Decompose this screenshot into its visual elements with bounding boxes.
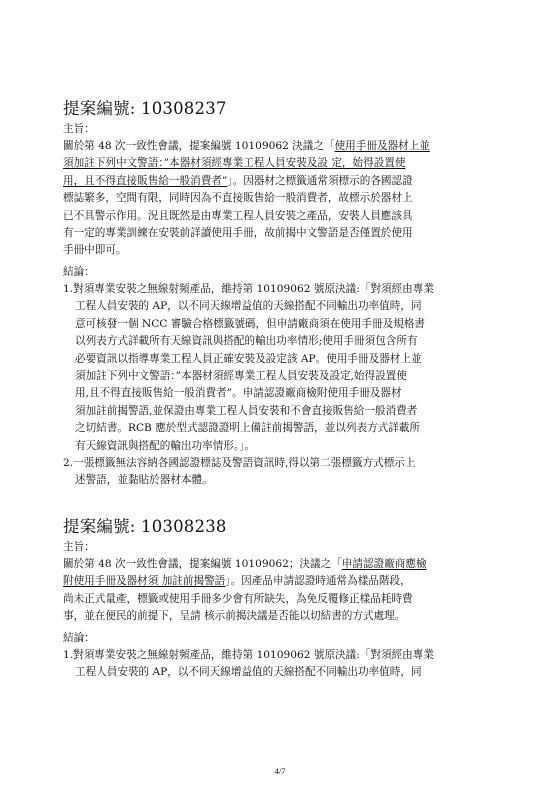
conclusion-line: 1.對須專業安裝之無線射頻產品，維持第 10109062 號原決議:「對須經由專業 [63, 283, 434, 295]
subject-line: 關於第 48 次一致性會議，提案編號 10109062 決議之「使用手冊及器材上並 [63, 140, 430, 152]
conclusion-paragraph [63, 647, 503, 682]
subject-line: 手冊中即可。 [63, 244, 127, 257]
conclusion-line: 之切結書。RCB 應於型式認證證明上備註前揭警語，並以列表方式詳載所 [75, 422, 421, 435]
subject-line: 已不具警示作用。況且既然是由專業工程人員安裝之產品，安裝人員應該具 [63, 209, 413, 222]
subject-label: 主旨： [63, 123, 95, 135]
subject-paragraph [63, 138, 503, 260]
conclusion-line: 意可核發一個 NCC 審驗合格標籤號碼，但申請廠商須在使用手冊及規格書 [75, 317, 426, 330]
conclusion-line: 有天線資訊與搭配的輸出功率情形。」。 [75, 439, 256, 452]
subject-line: 標誌繁多，空間有限，同時因為不直接販售給一般消費者，故標示於器材上 [63, 192, 413, 205]
conclusion-label: 結論： [63, 266, 95, 278]
conclusion-label: 結論： [63, 632, 95, 644]
page-number: 4/7 [274, 766, 286, 776]
conclusion-line: 述警語，並黏貼於器材本體。 [75, 474, 213, 487]
conclusion-paragraph [63, 281, 503, 490]
conclusion-line: 2.一張標籤無法容納各國認證標誌及警語資訊時,得以第二張標籤方式標示上 [63, 456, 416, 469]
conclusion-line: 須加註下列中文警語：”本器材須經專業工程人員安裝及設定,始得設置使 [75, 369, 407, 382]
subject-paragraph [63, 556, 503, 626]
subject-line: 須加註下列中文警語：”本器材須經專業工程人員安裝及設 定，始得設置使 [63, 157, 406, 170]
subject-line: 事，並在便民的前提下，呈請 核示前揭決議是否能以切結書的方式處理。 [63, 610, 406, 623]
subject-line: 有一定的專業訓練在安裝前詳讀使用手冊，故前揭中文警語是否僅置於使用 [63, 226, 413, 239]
subject-line: 用，且不得直接販售給一般消費者”」。因器材之標籤通常須標示的各國認證 [63, 174, 413, 187]
proposal-title: 提案編號: 10308238 [63, 517, 227, 536]
conclusion-line: 必要資訊以指導專業工程人員正確安裝及設定該 AP。使用手冊及器材上並 [75, 352, 422, 365]
subject-line: 關於第 48 次一致性會議，提案編號 10109062；決議之「申請認證廠商應檢 [63, 558, 427, 570]
conclusion-line: 用,且不得直接販售給一般消費者”。申請認證廠商檢附使用手冊及器材 [75, 387, 402, 400]
conclusion-line: 工程人員安裝的 AP，以不同天線增益值的天線搭配不同輸出功率值時，同 [75, 666, 422, 679]
subject-label: 主旨： [63, 541, 95, 553]
proposal-title: 提案編號: 10308237 [63, 99, 227, 118]
conclusion-line: 1.對須專業安裝之無線射頻產品，維持第 10109062 號原決議:「對須經由專業 [63, 649, 434, 661]
subject-line: 附使用手冊及器材須 加註前揭警語」。因產品申請認證時通常為樣品階段， [63, 575, 411, 588]
conclusion-line: 工程人員安裝的 AP，以不同天線增益值的天線搭配不同輸出功率值時，同 [75, 300, 422, 313]
subject-line: 尚未正式量產，標籤或使用手冊多少會有所缺失，為免反覆修正樣品耗時費 [63, 592, 413, 605]
conclusion-line: 須加註前揭警語,並保證由專業工程人員安裝和不會直接販售給一般消費者 [75, 404, 418, 417]
conclusion-line: 以列表方式詳載所有天線資訊與搭配的輸出功率情形;使用手冊須包含所有 [75, 335, 418, 348]
